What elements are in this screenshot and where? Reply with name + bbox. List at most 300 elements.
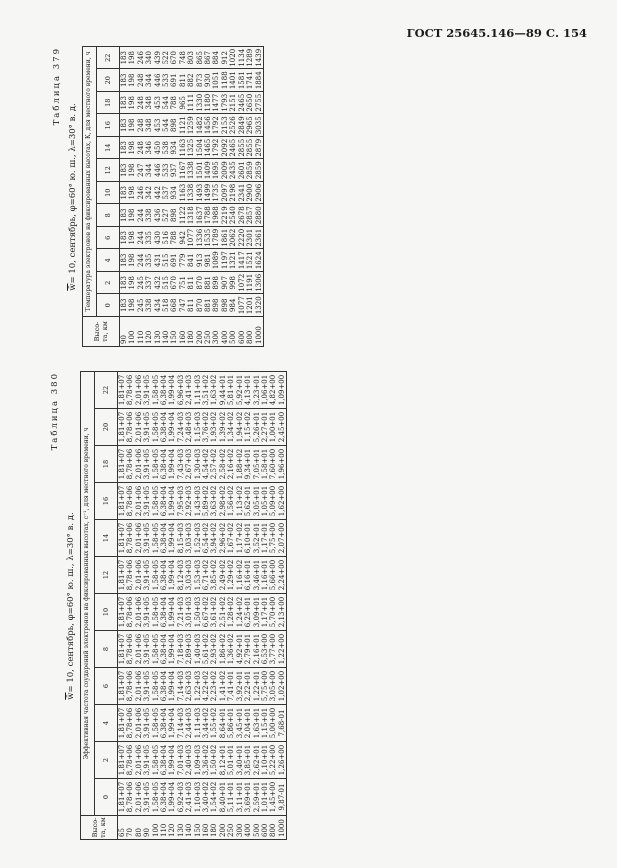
value-cell: 5,92+01	[236, 371, 244, 408]
value-cell: 2,92+03	[185, 483, 193, 520]
value-cell: 198	[128, 249, 136, 272]
value-cell: 8,78+06	[126, 779, 134, 816]
value-cell: 8,78+06	[126, 557, 134, 594]
value-cell: 1,58+05	[152, 409, 160, 446]
value-cell: 1,81+07	[118, 631, 127, 668]
value-cell: 3,36+02	[202, 742, 210, 779]
value-cell: 1,99+04	[168, 705, 176, 742]
height-cell: 800	[246, 317, 254, 347]
value-cell: 865	[196, 46, 204, 69]
value-cell: 1535	[204, 227, 212, 250]
value-cell: 1,94+02	[236, 409, 244, 446]
value-cell: 2,96+02	[219, 520, 227, 557]
value-cell: 2,01+06	[135, 742, 143, 779]
value-cell: 2,01+06	[135, 779, 143, 816]
value-cell: 8,78+06	[126, 594, 134, 631]
table-379-label: Таблица 379	[52, 47, 62, 126]
value-cell: 5,01+01	[227, 742, 235, 779]
value-cell: 2,57+02	[210, 446, 218, 483]
value-cell: 2,01+06	[135, 594, 143, 631]
value-cell: 1,86+02	[219, 631, 227, 668]
value-cell: 2965	[246, 114, 254, 137]
value-cell: 2,01+06	[135, 557, 143, 594]
value-cell: 1134	[238, 46, 246, 69]
value-cell: 1,81+07	[118, 668, 127, 705]
column-header: 8	[97, 204, 120, 227]
value-cell: 1191	[246, 272, 254, 295]
value-cell: 942	[179, 227, 187, 250]
value-cell: 1,43+03	[194, 483, 202, 520]
value-cell: 7,14+03	[177, 705, 185, 742]
column-header: 0	[95, 779, 118, 816]
value-cell: 7,01+03	[177, 742, 185, 779]
value-cell: 1,15+01	[261, 705, 269, 742]
value-cell: 183	[120, 272, 129, 295]
value-cell: 3,52+01	[253, 520, 261, 557]
height-cell: 110	[137, 317, 145, 347]
value-cell: 1,96+00	[278, 446, 287, 483]
value-cell: 1163	[179, 182, 187, 205]
value-cell: 8,12+01	[219, 742, 227, 779]
value-cell: 7,24+03	[177, 409, 185, 446]
height-cell: 500	[253, 816, 261, 840]
value-cell: 183	[120, 227, 129, 250]
value-cell: 691	[170, 69, 178, 92]
value-cell: 1409	[204, 159, 212, 182]
value-cell: 1,88+02	[236, 446, 244, 483]
value-cell: 348	[145, 92, 153, 115]
value-cell: 2678	[238, 204, 246, 227]
value-cell: 338	[145, 204, 153, 227]
value-cell: 3,01+03	[185, 594, 193, 631]
value-cell: 1338	[187, 182, 195, 205]
table-380-span-header: Эффективная частота соударений электронов на фиксированных высотах, с⁻¹, для местного времени, ч	[81, 371, 95, 815]
table-row	[135, 371, 143, 839]
value-cell: 2219	[221, 204, 229, 227]
height-cell: 500	[229, 317, 237, 347]
value-cell: 934	[170, 182, 178, 205]
value-cell: 2,01+06	[135, 705, 143, 742]
value-cell: 937	[170, 159, 178, 182]
column-header: 20	[97, 69, 120, 92]
value-cell: 1793	[221, 92, 229, 115]
value-cell: 244	[137, 227, 145, 250]
value-cell: 1,53+03	[194, 557, 202, 594]
value-cell: 1789	[212, 227, 220, 250]
table-row	[244, 371, 252, 839]
value-cell: 198	[128, 227, 136, 250]
value-cell: 1289	[246, 46, 254, 69]
table-row	[236, 371, 244, 839]
table-row	[204, 46, 212, 346]
height-cell: 400	[221, 317, 229, 347]
value-cell: 803	[187, 46, 195, 69]
value-cell: 8,78+06	[126, 742, 134, 779]
column-header: 14	[97, 137, 120, 160]
value-cell: 1,13+02	[236, 483, 244, 520]
value-cell: 1,17+01	[261, 520, 269, 557]
height-cell: 300	[236, 816, 244, 840]
value-cell: 2,01+06	[135, 371, 143, 408]
value-cell: 1,99+04	[168, 668, 176, 705]
table-row	[152, 371, 160, 839]
value-cell: 898	[212, 294, 220, 317]
value-cell: 3,76+02	[202, 409, 210, 446]
value-cell: 8,78+06	[126, 705, 134, 742]
height-cell: 130	[177, 816, 185, 840]
value-cell: 2435	[229, 159, 237, 182]
value-cell: 3,91+05	[143, 668, 151, 705]
value-cell: 1,58+05	[152, 742, 160, 779]
value-cell: 1121	[179, 114, 187, 137]
value-cell: 3,91+05	[143, 446, 151, 483]
value-cell: 537	[162, 182, 170, 205]
value-cell: 450	[154, 137, 162, 160]
table-row	[253, 371, 261, 839]
value-cell: 841	[187, 249, 195, 272]
height-cell: 300	[212, 317, 220, 347]
height-cell: 1000	[278, 816, 287, 840]
value-cell: 1,05+01	[261, 483, 269, 520]
value-cell: 2097	[221, 182, 229, 205]
table-row	[185, 371, 193, 839]
value-cell: 3,23+01	[253, 371, 261, 408]
value-cell: 2,58+02	[219, 446, 227, 483]
table-row	[219, 371, 227, 839]
table-row	[120, 46, 129, 346]
value-cell: 4,54+02	[202, 446, 210, 483]
value-cell: 245	[137, 294, 145, 317]
height-cell: 140	[162, 317, 170, 347]
height-cell: 90	[143, 816, 151, 840]
value-cell: 1,93+02	[210, 409, 218, 446]
value-cell: 2601	[238, 159, 246, 182]
table-row	[137, 46, 145, 346]
value-cell: 1,81+07	[118, 446, 127, 483]
value-cell: 1,10+01	[261, 742, 269, 779]
value-cell: 3,03+03	[185, 520, 193, 557]
value-cell: 9,87-01	[278, 779, 287, 816]
value-cell: 1439	[255, 46, 264, 69]
value-cell: 779	[179, 249, 187, 272]
value-cell: 5,86+01	[227, 705, 235, 742]
value-cell: 1,22+01	[253, 668, 261, 705]
value-cell: 8,78+06	[126, 668, 134, 705]
table-379-caption-text: = 10, сентябрь, φ=60° ю. ш., λ=30° в. д.	[68, 103, 78, 284]
value-cell: 788	[170, 227, 178, 250]
value-cell: 1741	[246, 69, 254, 92]
column-header: 22	[95, 371, 118, 408]
value-cell: 247	[137, 159, 145, 182]
table-row	[168, 371, 176, 839]
value-cell: 1482	[196, 114, 204, 137]
value-cell: 8,78+06	[126, 446, 134, 483]
value-cell: 1,99+04	[168, 483, 176, 520]
value-cell: 6,38+04	[160, 631, 168, 668]
value-cell: 1,34+02	[227, 409, 235, 446]
value-cell: 3,51+02	[202, 371, 210, 408]
height-cell: 120	[145, 317, 153, 347]
column-header: 4	[95, 705, 118, 742]
value-cell: 668	[170, 294, 178, 317]
table-row	[212, 46, 220, 346]
value-cell: 344	[145, 159, 153, 182]
value-cell: 2,16+02	[227, 446, 235, 483]
value-cell: 1,58+05	[152, 779, 160, 816]
value-cell: 2,01+06	[135, 668, 143, 705]
value-cell: 5,75+00	[261, 668, 269, 705]
value-cell: 198	[128, 92, 136, 115]
value-cell: 1,15+02	[244, 409, 252, 446]
value-cell: 340	[145, 46, 153, 69]
table-row	[261, 371, 269, 839]
value-cell: 3,91+05	[143, 742, 151, 779]
value-cell: 4,92+01	[236, 631, 244, 668]
value-cell: 8,15+03	[177, 520, 185, 557]
value-cell: 2,04+01	[244, 705, 252, 742]
height-cell: 600	[238, 317, 246, 347]
value-cell: 2900	[246, 182, 254, 205]
value-cell: 346	[145, 137, 153, 160]
value-cell: 245	[137, 272, 145, 295]
value-cell: 2906	[255, 182, 264, 205]
value-cell: 7,95+03	[177, 483, 185, 520]
height-cell: 180	[187, 317, 195, 347]
page-title: ГОСТ 25645.146—89 С. 154	[406, 26, 587, 40]
value-cell: 7,68-01	[278, 705, 287, 742]
value-cell: 6,38+04	[160, 520, 168, 557]
value-cell: 1,99+04	[168, 779, 176, 816]
value-cell: 2526	[229, 114, 237, 137]
value-cell: 2151	[229, 92, 237, 115]
value-cell: 3,85+02	[210, 557, 218, 594]
value-cell: 1,30+03	[194, 446, 202, 483]
column-header: 2	[97, 272, 120, 295]
table-379-caption-symbol: w̄	[68, 283, 78, 291]
table-row	[154, 46, 162, 346]
value-cell: 198	[128, 159, 136, 182]
value-cell: 2062	[229, 227, 237, 250]
value-cell: 8,78+06	[126, 483, 134, 520]
table-380-label: Таблица 380	[50, 372, 60, 451]
value-cell: 2650	[246, 92, 254, 115]
value-cell: 453	[154, 114, 162, 137]
value-cell: 3,40+02	[202, 779, 210, 816]
column-header: 18	[95, 446, 118, 483]
value-cell: 1,28+02	[227, 594, 235, 631]
value-cell: 1,81+07	[118, 557, 127, 594]
value-cell: 1306	[255, 272, 264, 295]
value-cell: 183	[120, 249, 129, 272]
value-cell: 6,10+01	[244, 520, 252, 557]
table-row	[118, 371, 127, 839]
value-cell: 248	[137, 137, 145, 160]
value-cell: 248	[137, 92, 145, 115]
value-cell: 898	[212, 272, 220, 295]
table-380-caption	[66, 372, 76, 840]
value-cell: 3,94+02	[210, 520, 218, 557]
value-cell: 2341	[238, 182, 246, 205]
value-cell: 544	[162, 92, 170, 115]
value-cell: 1695	[212, 159, 220, 182]
value-cell: 1,01+01	[261, 779, 269, 816]
value-cell: 1,50+02	[210, 742, 218, 779]
value-cell: 198	[128, 137, 136, 160]
value-cell: 6,96+03	[177, 371, 185, 408]
height-cell: 600	[261, 816, 269, 840]
value-cell: 3,45+01	[236, 705, 244, 742]
value-cell: 2,16+01	[253, 631, 261, 668]
value-cell: 898	[170, 114, 178, 137]
table-row	[246, 46, 254, 346]
value-cell: 747	[179, 294, 187, 317]
value-cell: 1338	[187, 159, 195, 182]
value-cell: 6,38+04	[160, 594, 168, 631]
value-cell: 1,58+01	[261, 446, 269, 483]
table-379-span-header: Температура электронов на фиксированных высотах, К, для местного времени, ч	[83, 46, 97, 316]
value-cell: 1,29+02	[227, 557, 235, 594]
value-cell: 9,44+01	[219, 371, 227, 408]
value-cell: 898	[170, 204, 178, 227]
value-cell: 1,58+05	[152, 446, 160, 483]
page-header	[0, 0, 617, 40]
value-cell: 6,38+04	[160, 483, 168, 520]
value-cell: 6,38+04	[160, 371, 168, 408]
value-cell: 2857	[246, 204, 254, 227]
value-cell: 2,51+02	[219, 594, 227, 631]
value-cell: 1,22+00	[278, 631, 287, 668]
value-cell: 1792	[212, 114, 220, 137]
value-cell: 5,70+00	[269, 594, 277, 631]
height-cell: 130	[154, 317, 162, 347]
value-cell: 544	[162, 114, 170, 137]
value-cell: 6,67+02	[202, 594, 210, 631]
value-cell: 2301	[246, 227, 254, 250]
value-cell: 7,60+00	[269, 446, 277, 483]
value-cell: 1,22+03	[194, 668, 202, 705]
value-cell: 2,01+06	[135, 446, 143, 483]
column-header: 10	[95, 594, 118, 631]
height-cell: 80	[135, 816, 143, 840]
value-cell: 1499	[204, 182, 212, 205]
value-cell: 1122	[179, 204, 187, 227]
value-cell: 3,11+01	[236, 779, 244, 816]
value-cell: 183	[120, 159, 129, 182]
value-cell: 984	[229, 294, 237, 317]
value-cell: 515	[162, 272, 170, 295]
table-row	[143, 371, 151, 839]
value-cell: 884	[212, 46, 220, 69]
value-cell: 1,02+00	[278, 668, 287, 705]
value-cell: 3,69+01	[244, 779, 252, 816]
value-cell: 6,38+04	[160, 779, 168, 816]
value-cell: 1,41+02	[219, 668, 227, 705]
value-cell: 432	[154, 272, 162, 295]
value-cell: 1,58+05	[152, 705, 160, 742]
value-cell: 335	[145, 227, 153, 250]
value-cell: 1163	[179, 137, 187, 160]
value-cell: 1624	[255, 249, 264, 272]
value-cell: 670	[170, 272, 178, 295]
value-cell: 198	[128, 46, 136, 69]
value-cell: 670	[170, 46, 178, 69]
value-cell: 442	[154, 182, 162, 205]
value-cell: 867	[204, 46, 212, 69]
value-cell: 338	[145, 294, 153, 317]
value-cell: 6,38+04	[160, 446, 168, 483]
value-cell: 2,79+01	[244, 631, 252, 668]
value-cell: 2855	[246, 137, 254, 160]
column-header: 12	[95, 557, 118, 594]
value-cell: 1,36+02	[227, 631, 235, 668]
value-cell: 5,26+01	[253, 409, 261, 446]
table-row	[162, 46, 170, 346]
value-cell: 1,16+02	[236, 557, 244, 594]
value-cell: 1,17+02	[236, 520, 244, 557]
value-cell: 2540	[229, 204, 237, 227]
value-cell: 1,81+07	[118, 371, 127, 408]
value-cell: 6,38+04	[160, 668, 168, 705]
value-cell: 2,13+00	[278, 594, 287, 631]
value-cell: 5,62+01	[244, 483, 252, 520]
value-cell: 873	[196, 69, 204, 92]
value-cell: 2879	[255, 137, 264, 160]
value-cell: 1,09+03	[194, 742, 202, 779]
table-row	[221, 46, 229, 346]
value-cell: 1197	[221, 249, 229, 272]
height-cell: 200	[196, 317, 204, 347]
value-cell: 7,05+01	[253, 446, 261, 483]
value-cell: 198	[128, 182, 136, 205]
height-cell: 160	[202, 816, 210, 840]
value-cell: 6,38+04	[160, 705, 168, 742]
value-cell: 1,40+03	[194, 631, 202, 668]
value-cell: 2,59+01	[253, 779, 261, 816]
value-cell: 4,22+02	[202, 668, 210, 705]
value-cell: 1,58+05	[152, 594, 160, 631]
value-cell: 1,15+03	[194, 409, 202, 446]
height-cell: 140	[185, 816, 193, 840]
value-cell: 1456	[204, 114, 212, 137]
height-cell: 200	[219, 816, 227, 840]
value-cell: 337	[145, 272, 153, 295]
value-cell: 1167	[179, 159, 187, 182]
value-cell: 2,22+01	[244, 668, 252, 705]
value-cell: 6,92+03	[177, 779, 185, 816]
value-cell: 348	[145, 114, 153, 137]
value-cell: 3,91+05	[143, 594, 151, 631]
table-row	[196, 46, 204, 346]
value-cell: 2198	[229, 182, 237, 205]
value-cell: 8,64+01	[219, 705, 227, 742]
value-cell: 533	[162, 69, 170, 92]
value-cell: 6,38+04	[160, 557, 168, 594]
value-cell: 2,44+03	[185, 705, 193, 742]
height-cell: 160	[179, 317, 187, 347]
value-cell: 1,58+05	[152, 668, 160, 705]
value-cell: 3,61+02	[210, 594, 218, 631]
value-cell: 8,78+06	[126, 409, 134, 446]
value-cell: 198	[128, 272, 136, 295]
value-cell: 898	[221, 294, 229, 317]
value-cell: 5,75+00	[269, 520, 277, 557]
value-cell: 1201	[246, 294, 254, 317]
height-cell: 150	[194, 816, 202, 840]
value-cell: 3,40+01	[236, 742, 244, 779]
height-cell: 1000	[255, 317, 264, 347]
value-cell: 881	[204, 294, 212, 317]
table-row	[187, 46, 195, 346]
